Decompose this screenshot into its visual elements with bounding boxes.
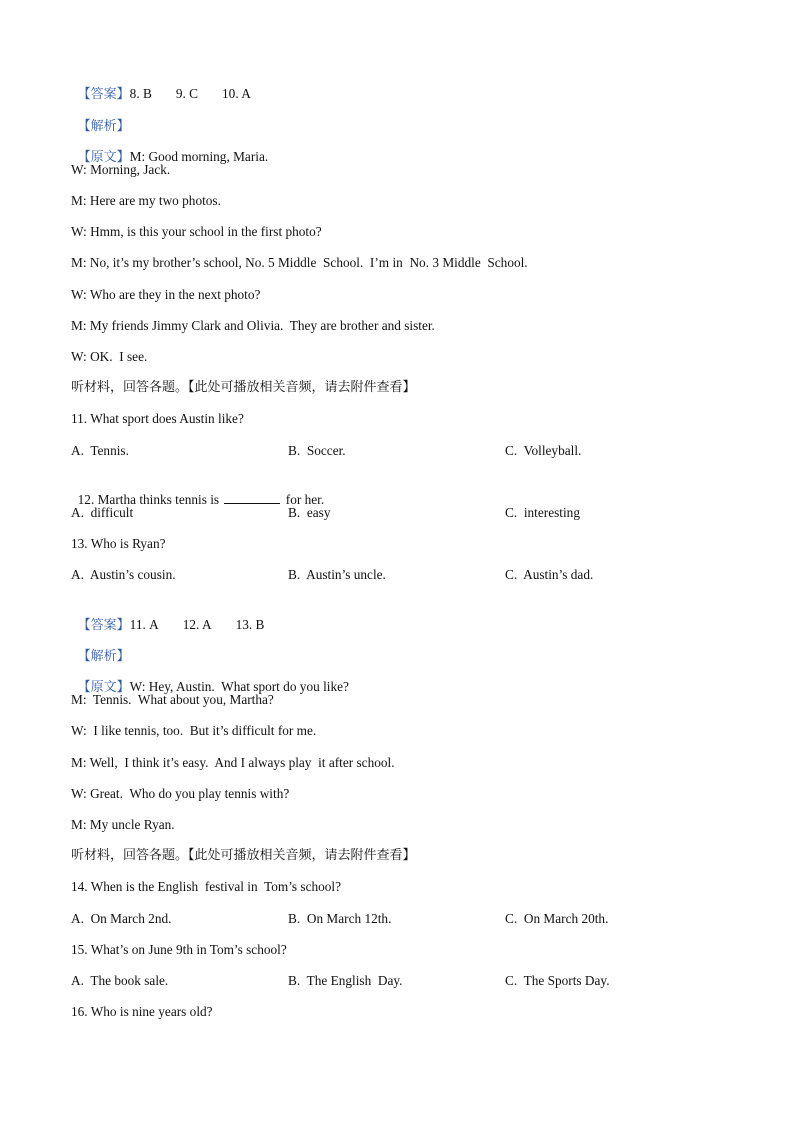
listening-instruction: 听材料，回答各题。【此处可播放相关音频，请去附件查看】 [71,848,416,863]
q12-option-b: B. easy [288,505,331,520]
analysis-heading: 【解析】 [77,649,130,664]
answer-9: 9. C [175,86,199,101]
q12-option-a: A. difficult [71,505,134,520]
transcript-line: W: Morning, Jack. [71,162,171,177]
question-14: 14. When is the English festival in Tom’s school? [71,879,342,894]
transcript-line: M: Here are my two photos. [71,193,221,208]
question-12: 12. Martha thinks tennis is for her. [77,492,325,507]
transcript-line: M: No, it’s my brother’s school, No. 5 Middle School. I’m in No. 3 Middle School. [71,255,528,270]
transcript-line: W: Who are they in the next photo? [71,287,261,302]
transcript-line: W: Great. Who do you play tennis with? [71,786,290,801]
q14-option-b: B. On March 12th. [288,911,392,926]
q14-option-c: C. On March 20th. [505,911,609,926]
transcript-line: W: Hmm, is this your school in the first photo? [71,224,322,239]
transcript-line: 【原文】W: Hey, Austin. What sport do you like? [77,679,349,695]
q15-option-a: A. The book sale. [71,973,169,988]
q13-option-a: A. Austin’s cousin. [71,567,176,582]
transcript-tag: 【原文】 [77,150,130,165]
answer-12: 12. A [182,617,212,632]
question-15: 15. What’s on June 9th in Tom’s school? [71,942,287,957]
answer-8: 8. B [129,86,152,101]
question-11: 11. What sport does Austin like? [71,411,244,426]
q11-option-c: C. Volleyball. [505,443,582,458]
q12-option-c: C. interesting [505,505,580,520]
answer-13: 13. B [235,617,265,632]
transcript-line: M: My friends Jimmy Clark and Olivia. They are brother and sister. [71,318,435,333]
q11-option-a: A. Tennis. [71,443,129,458]
transcript-line: M: Tennis. What about you, Martha? [71,692,274,707]
fill-in-blank [224,492,280,504]
answer-11: 11. A [129,617,159,632]
question-16: 16. Who is nine years old? [71,1004,213,1019]
q13-option-c: C. Austin’s dad. [505,567,594,582]
q14-option-a: A. On March 2nd. [71,911,172,926]
q15-option-b: B. The English Day. [288,973,403,988]
transcript-line: M: Well, I think it’s easy. And I always play it after school. [71,755,395,770]
transcript-tag: 【原文】 [77,680,130,695]
transcript-line: M: My uncle Ryan. [71,817,175,832]
answer-10: 10. A [222,86,251,101]
answer-tag: 【答案】 [77,618,130,633]
transcript-line: 【原文】M: Good morning, Maria. [77,149,269,165]
q11-option-b: B. Soccer. [288,443,346,458]
q13-option-b: B. Austin’s uncle. [288,567,386,582]
transcript-line: W: OK. I see. [71,349,148,364]
answer-tag: 【答案】 [77,87,130,102]
question-13: 13. Who is Ryan? [71,536,166,551]
analysis-heading: 【解析】 [77,119,130,134]
listening-instruction: 听材料，回答各题。【此处可播放相关音频，请去附件查看】 [71,380,416,395]
transcript-line: W: I like tennis, too. But it’s difficult for me. [71,723,317,738]
q15-option-c: C. The Sports Day. [505,973,610,988]
